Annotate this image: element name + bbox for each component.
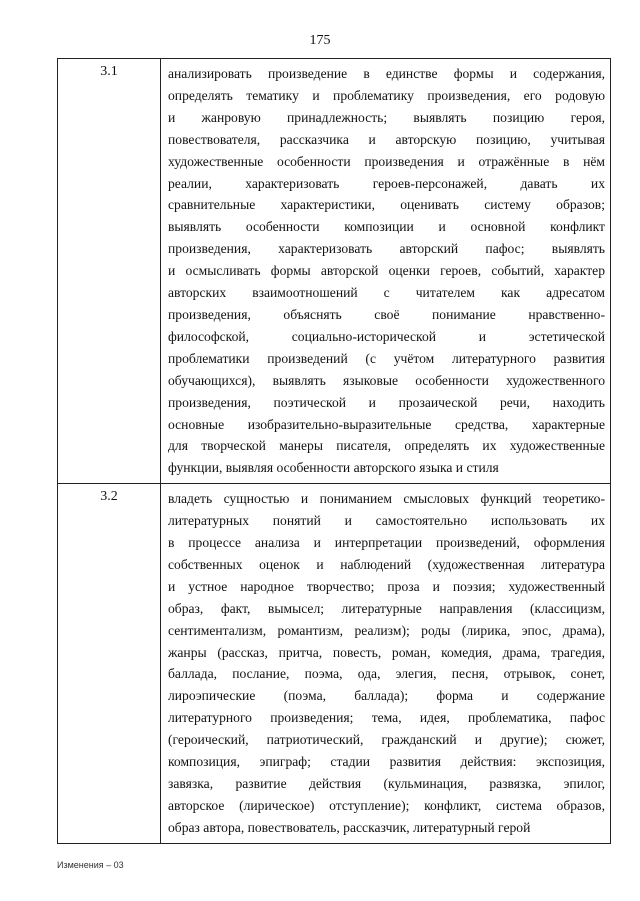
text-line: владеть сущностью и пониманием смысловых функций теоретико- bbox=[168, 491, 605, 507]
text-line: (героический, патриотический, гражданский и другие); сюжет, bbox=[168, 732, 605, 748]
text-line: в процессе анализа и интерпретации произведений, оформления bbox=[168, 535, 605, 551]
table-row bbox=[58, 59, 611, 484]
text-line: повествователя, рассказчика и авторскую позицию, учитывая bbox=[168, 131, 605, 147]
text-line: функции, выявляя особенности авторского языка и стиля bbox=[168, 460, 499, 476]
text-line: произведения, объяснять своё понимание нравственно- bbox=[168, 306, 605, 322]
text-line: литературных понятий и самостоятельно использовать их bbox=[168, 513, 605, 529]
text-line: и жанровую принадлежность; выявлять позицию героя, bbox=[168, 109, 605, 125]
row-number: 3.2 bbox=[100, 489, 118, 505]
text-line: философской, социально-исторической и эстетической bbox=[168, 328, 605, 344]
text-line: и осмысливать формы авторской оценки героев, событий, характер bbox=[168, 263, 605, 279]
text-line: произведения, характеризовать авторский пафос; выявлять bbox=[168, 241, 605, 257]
text-line: обучающихся), выявлять языковые особенности художественного bbox=[168, 372, 605, 388]
text-line: сравнительные характеристики, оценивать систему образов; bbox=[168, 197, 605, 213]
text-line: реалии, характеризовать героев-персонажей, давать их bbox=[168, 175, 605, 191]
text-line: произведения, поэтической и прозаической речи, находить bbox=[168, 394, 605, 410]
text-line: завязка, развитие действия (кульминация, развязка, эпилог, bbox=[168, 776, 605, 791]
requirements-table bbox=[57, 58, 611, 844]
text-line: собственных оценок и наблюдений (художественная литература bbox=[168, 556, 605, 572]
row-text-cell bbox=[161, 484, 611, 844]
text-line: образ автора, повествователь, рассказчик, литературный герой bbox=[168, 819, 531, 835]
footer-revision-note: Изменения – 03 bbox=[57, 860, 124, 870]
text-line: жанры (рассказ, притча, повесть, роман, комедия, драма, трагедия, bbox=[168, 644, 605, 660]
text-line: выявлять особенности композиции и основной конфликт bbox=[168, 219, 605, 235]
table-row bbox=[58, 484, 611, 844]
text-line: сентиментализм, романтизм, реализм); роды (лирика, эпос, драма), bbox=[168, 622, 605, 638]
text-line: литературного произведения; тема, идея, проблематика, пафос bbox=[168, 710, 605, 726]
text-line: баллада, послание, поэма, ода, элегия, песня, отрывок, сонет, bbox=[168, 666, 605, 682]
text-line: авторских взаимоотношений с читателем как адресатом bbox=[168, 285, 605, 301]
text-line: образ, факт, вымысел; литературные направления (классицизм, bbox=[168, 600, 605, 616]
row-number: 3.1 bbox=[100, 64, 118, 79]
row-text-cell bbox=[161, 59, 611, 484]
text-line: авторское (лирическое) отступление); конфликт, система образов, bbox=[168, 797, 605, 813]
text-line: основные изобразительно-выразительные средства, характерные bbox=[168, 416, 605, 432]
text-line: определять тематику и проблематику произведения, его родовую bbox=[168, 87, 605, 103]
row-number-cell bbox=[58, 484, 161, 844]
text-line: лироэпические (поэма, баллада); форма и содержание bbox=[168, 688, 605, 704]
text-line: проблематики произведений (с учётом литературного развития bbox=[168, 350, 605, 366]
text-line: для творческой манеры писателя, определять их художественные bbox=[168, 438, 605, 454]
text-line: анализировать произведение в единстве формы и содержания, bbox=[168, 66, 605, 81]
text-line: композиция, эпиграф; стадии развития действия: экспозиция, bbox=[168, 754, 605, 770]
text-line: и устное народное творчество; проза и поэзия; художественный bbox=[168, 578, 605, 594]
page-number: 175 bbox=[309, 33, 331, 48]
row-number-cell bbox=[58, 59, 161, 484]
text-line: художественные особенности произведения и отражённые в нём bbox=[168, 153, 605, 169]
